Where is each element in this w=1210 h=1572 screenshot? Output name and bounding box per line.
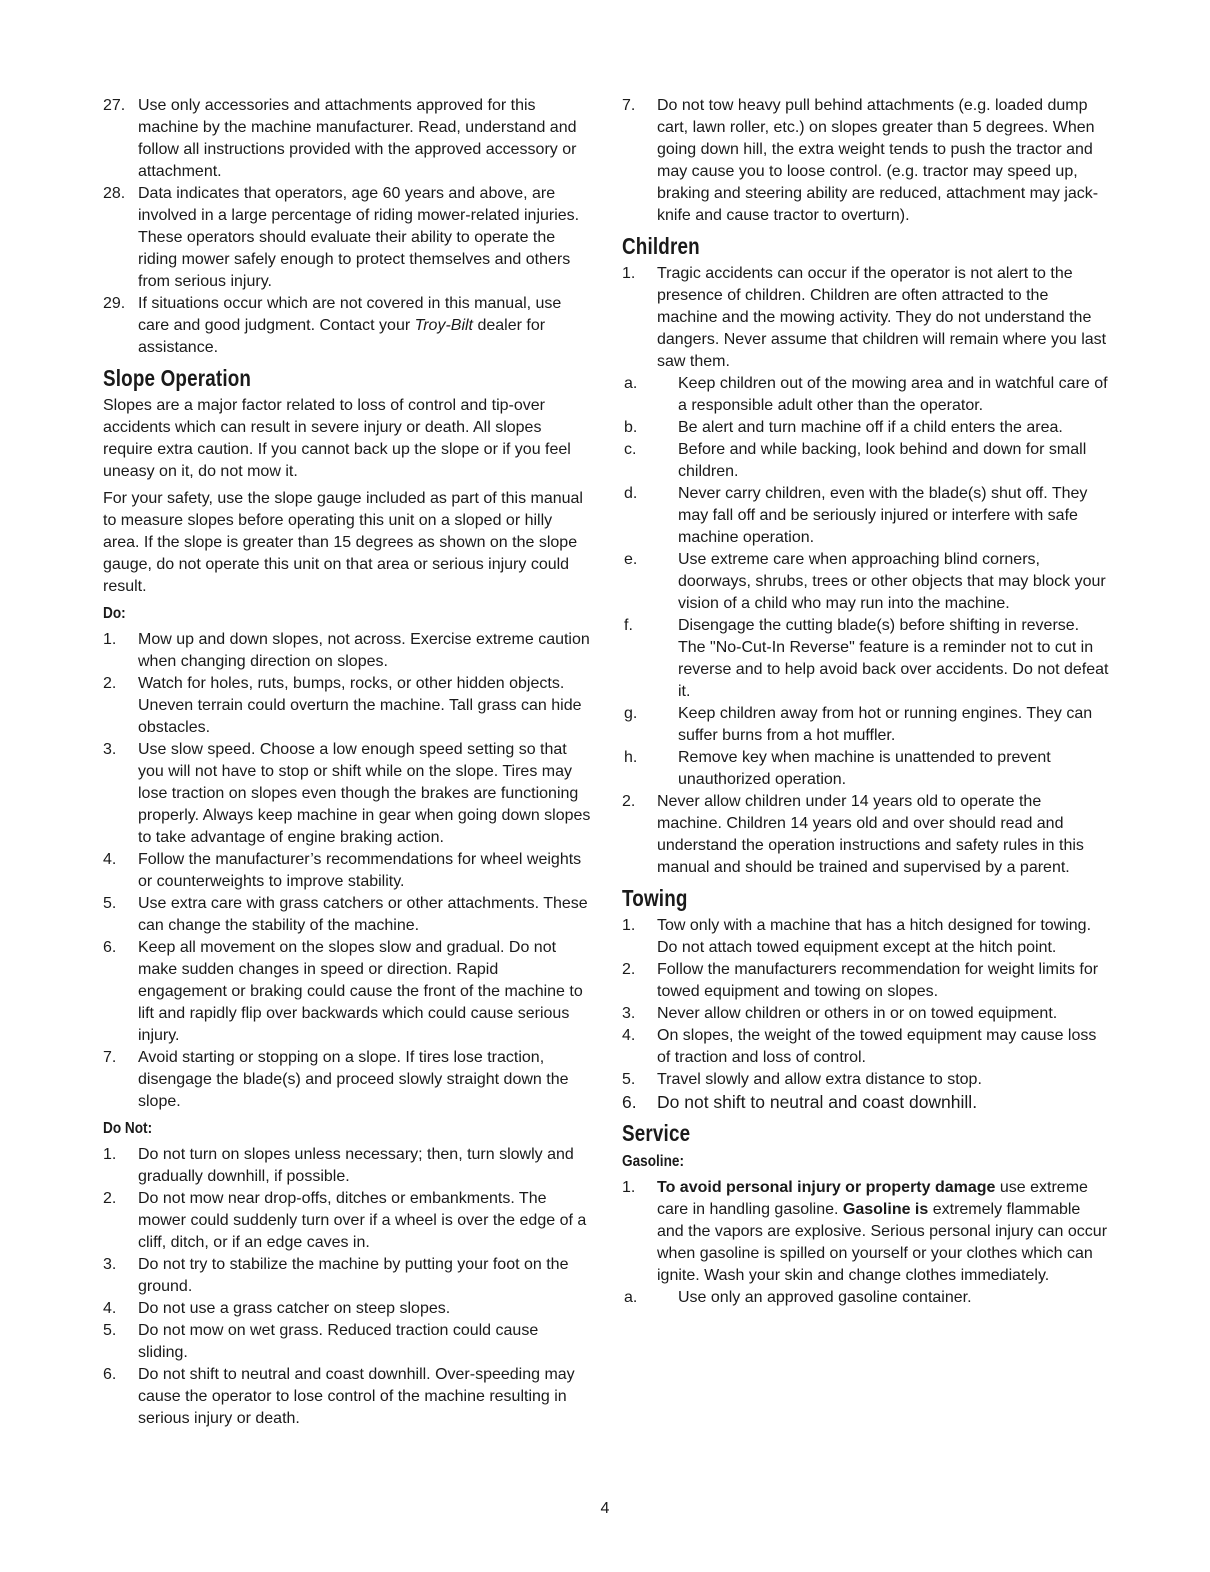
item-number: 29. [103,295,126,312]
item-number: 7. [622,97,636,114]
item-text: Never allow children under 14 years old to operate the machine. Children 14 years old and over should read and understand the operation instructions and safety rules in this manual and should be trained and supervised by a parent. [657,793,1084,876]
item-text: Do not shift to neutral and coast downhill. [657,1092,978,1112]
children-sub-list [622,373,1110,791]
sub-list-item [622,417,1110,439]
sub-item-letter: c. [624,441,637,458]
item-text: Data indicates that operators, age 60 years and above, are involved in a large percentage of riding mower-related injuries. These operators should evaluate their ability to operate the riding mower safely enough to protect themselves and others from serious injury. [138,185,580,290]
item-text: Do not use a grass catcher on steep slopes. [138,1300,451,1317]
list-item [103,849,591,893]
item-text: Travel slowly and allow extra distance to stop. [657,1071,982,1088]
slope-paragraph-2: For your safety, use the slope gauge included as part of this manual to measure slopes before operating this unit on a sloped or hilly area. If the slope is greater than 15 degrees as shown on the slope gauge, do not operate this unit on that area or serious injury could result. [103,490,583,595]
sub-item-text: Keep children away from hot or running engines. They can suffer burns from a hot muffler. [678,705,1093,744]
item-number: 2. [103,675,117,692]
list-item [103,183,591,293]
item-number: 28. [103,185,126,202]
item-number: 5. [103,1322,117,1339]
item-number: 1. [622,1179,636,1196]
item-text [657,1177,1110,1287]
sub-item-text: Disengage the cutting blade(s) before shifting in reverse. The "No-Cut-In Reverse" feature is a reminder not to cut in reverse and to help avoid back over accidents. Do not defeat it. [678,617,1109,700]
item-text: On slopes, the weight of the towed equipment may cause loss of traction and loss of control. [657,1027,1097,1066]
list-item [622,1091,1110,1114]
section-title-towing: Towing [622,885,688,911]
item-number: 5. [622,1071,636,1088]
item-text: Tragic accidents can occur if the operator is not alert to the presence of children. Children are often attracted to the machine and the mowing activity. They do not understand the dangers. Never assume that children will remain where you last saw them. [657,265,1107,370]
sub-item-letter: d. [624,485,638,502]
do-not-list [103,1144,591,1430]
towing-list [622,915,1110,1114]
item-number: 5. [103,895,117,912]
section-title-children: Children [622,233,700,259]
item-text [138,293,591,359]
item-number: 2. [622,961,636,978]
item-number: 1. [622,917,636,934]
item-number: 3. [622,1005,636,1022]
sub-item-text: Remove key when machine is unattended to prevent unauthorized operation. [678,749,1051,788]
item-text-part: dealer for assistance. [138,317,546,356]
sub-list-item [622,1287,1110,1309]
sub-item-letter: e. [624,551,638,568]
sub-item-text: Before and while backing, look behind and down for small children. [678,441,1087,480]
list-item [103,629,591,673]
sub-item-letter: a. [624,1289,638,1306]
item-text: Use extra care with grass catchers or other attachments. These can change the stability of the machine. [138,895,588,934]
list-item [622,915,1110,959]
item-number: 6. [103,1366,117,1383]
bold-warning-text: Gasoline is [842,1201,929,1218]
list-item [622,1177,1110,1287]
sub-item-text: Never carry children, even with the blade(s) shut off. They may fall off and be seriously injured or interfere with safe machine operation. [678,485,1088,546]
sub-list-item [622,549,1110,615]
item-number: 1. [103,1146,117,1163]
item-text: Tow only with a machine that has a hitch designed for towing. Do not attach towed equipment except at the hitch point. [657,917,1092,956]
item-number: 4. [103,1300,117,1317]
children-list [622,263,1110,879]
list-item [103,1254,591,1298]
slope-paragraph-1: Slopes are a major factor related to loss of control and tip-over accidents which can result in severe injury or death. All slopes require extra caution. If you cannot back up the slope or if you feel uneasy on it, do not mow it. [103,397,571,480]
list-item [103,1047,591,1113]
item-text: Do not tow heavy pull behind attachments (e.g. loaded dump cart, lawn roller, etc.) on slopes greater than 5 degrees. When going down hill, the extra weight tends to push the tractor and may cause you to loose control. (e.g. tractor may speed up, braking and steering ability are reduced, attachment may jack-knife and cause tractor to overturn). [657,97,1099,224]
item-number: 6. [622,1092,637,1112]
section-title-slope-operation: Slope Operation [103,365,252,391]
sub-list-item [622,747,1110,791]
list-item [103,937,591,1047]
brand-name: Troy-Bilt [414,317,473,334]
item-text-part: use extreme care in handling gasoline. [657,1179,1088,1218]
list-item [622,959,1110,1003]
item-number: 2. [622,793,636,810]
item-text: Watch for holes, ruts, bumps, rocks, or other hidden objects. Uneven terrain could overturn the machine. Tall grass can hide obstacles. [138,675,582,736]
list-item [622,1069,1110,1091]
item-number: 3. [103,1256,117,1273]
list-item [622,1003,1110,1025]
list-item [103,95,591,183]
section-title-service: Service [622,1120,691,1146]
item-text: Follow the manufacturers recommendation for weight limits for towed equipment and towing on slopes. [657,961,1099,1000]
sub-item-letter: h. [624,749,638,766]
item-text: Avoid starting or stopping on a slope. If tires lose traction, disengage the blade(s) and proceed slowly straight down the slope. [138,1049,569,1110]
continued-list [622,95,1110,227]
sub-list-item [622,703,1110,747]
list-item [103,1320,591,1364]
item-number: 6. [103,939,117,956]
sub-item-letter: a. [624,375,638,392]
sub-list-item [622,373,1110,417]
item-text: Never allow children or others in or on towed equipment. [657,1005,1058,1022]
list-item [103,893,591,937]
sub-item-text: Be alert and turn machine off if a child enters the area. [678,419,1063,436]
item-text-part: If situations occur which are not covered in this manual, use care and good judgment. Contact your [138,295,562,334]
bold-warning-text: To avoid personal injury or property damage [657,1179,996,1196]
list-item [103,673,591,739]
sub-item-letter: g. [624,705,638,722]
list-item [622,791,1110,879]
sub-item-text: Use extreme care when approaching blind corners, doorways, shrubs, trees or other objects that may block your vision of a child who may run into the machine. [678,551,1106,612]
item-text: Keep all movement on the slopes slow and gradual. Do not make sudden changes in speed or direction. Rapid engagement or braking could cause the front of the machine to lift and rapidly flip over backwards which could cause serious injury. [138,939,583,1044]
list-item [103,1364,591,1430]
item-number: 27. [103,97,126,114]
item-text: Do not mow near drop-offs, ditches or embankments. The mower could suddenly turn over if a wheel is over the edge of a cliff, ditch, or if an edge caves in. [138,1190,587,1251]
item-number: 3. [103,741,117,758]
item-number: 1. [622,265,636,282]
right-column [622,95,1110,1309]
item-text: Do not shift to neutral and coast downhill. Over-speeding may cause the operator to lose control of the machine resulting in serious injury or death. [138,1366,575,1427]
item-number: 4. [103,851,117,868]
sub-list-item [622,615,1110,703]
do-list [103,629,591,1113]
sub-item-text: Keep children out of the mowing area and in watchful care of a responsible adult other than the operator. [678,375,1108,414]
item-text: Do not mow on wet grass. Reduced traction could cause sliding. [138,1322,539,1361]
item-number: 4. [622,1027,636,1044]
item-number: 7. [103,1049,117,1066]
page-number: 4 [600,1500,610,1517]
item-number: 1. [103,631,117,648]
item-text-part: extremely flammable and the vapors are explosive. Serious personal injury can occur when gasoline is spilled on yourself or your clothes which can ignite. Wash your skin and change clothes immediately. [657,1201,1108,1284]
item-number: 2. [103,1190,117,1207]
sub-list-item [622,483,1110,549]
list-item [622,263,1110,373]
sub-list-item [622,439,1110,483]
sub-item-letter: f. [624,617,633,634]
intro-list [103,95,591,359]
subsection-title-gasoline: Gasoline: [622,1153,684,1170]
item-text: Mow up and down slopes, not across. Exercise extreme caution when changing direction on slopes. [138,631,590,670]
item-text: Do not try to stabilize the machine by putting your foot on the ground. [138,1256,569,1295]
list-item [622,95,1110,227]
list-item [103,1144,591,1188]
item-text: Use slow speed. Choose a low enough speed setting so that you will not have to stop or shift while on the slope. Tires may lose traction on slopes even though the brakes are functioning properly. Always keep machine in gear when going down slopes to take advantage of engine braking action. [138,741,591,846]
list-item [103,293,591,359]
subsection-title-do-not: Do Not: [103,1120,153,1137]
item-text: Use only accessories and attachments approved for this machine by the machine manufacturer. Read, understand and follow all instructions provided with the approved accessory or attachment. [138,97,577,180]
gasoline-list [622,1177,1110,1309]
list-item [622,1025,1110,1069]
subsection-title-do: Do: [103,605,126,622]
list-item [103,1298,591,1320]
item-text: Do not turn on slopes unless necessary; then, turn slowly and gradually downhill, if possible. [138,1146,574,1185]
sub-item-letter: b. [624,419,638,436]
sub-item-text: Use only an approved gasoline container. [678,1289,972,1306]
list-item [103,1188,591,1254]
item-text: Follow the manufacturer’s recommendations for wheel weights or counterweights to improve stability. [138,851,582,890]
left-column [103,95,591,1430]
list-item [103,739,591,849]
